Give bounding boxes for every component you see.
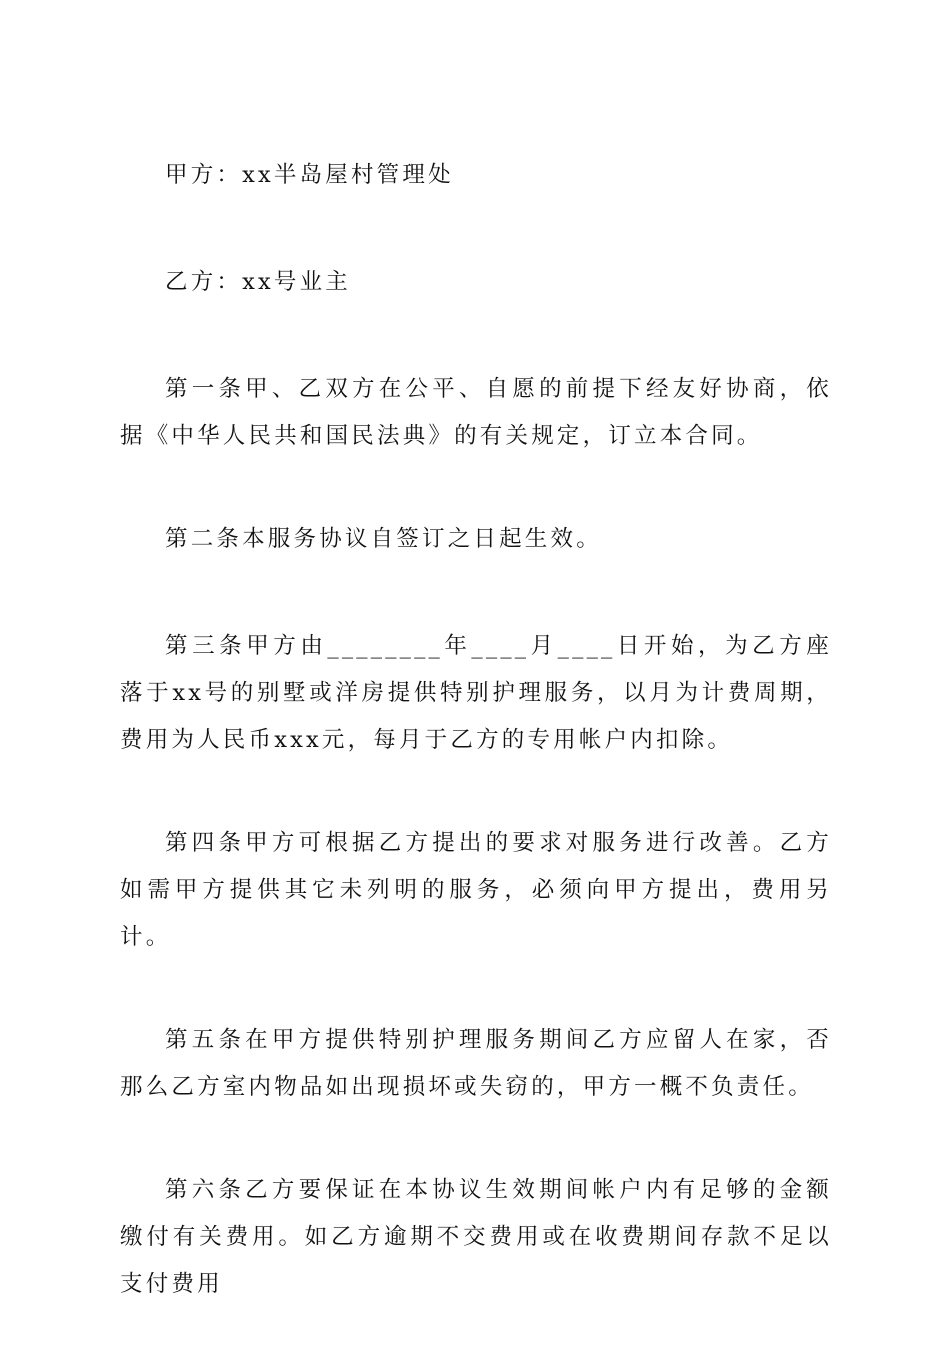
article-6: 第六条乙方要保证在本协议生效期间帐户内有足够的金额缴付有关费用。如乙方逾期不交费用或在收费期间存款不足以支付费用 [120,1177,832,1297]
article-1: 第一条甲、乙双方在公平、自愿的前提下经友好协商，依据《中华人民共和国民法典》的有关规定，订立本合同。 [120,376,832,449]
article-4: 第四条甲方可根据乙方提出的要求对服务进行改善。乙方如需甲方提供其它未列明的服务，必须向甲方提出，费用另计。 [120,830,832,950]
document-body [120,152,832,1364]
party-a-line: 甲方：xx半岛屋村管理处 [165,162,454,188]
article-2: 第二条本服务协议自签订之日起生效。 [165,526,602,552]
party-b-line: 乙方：xx号业主 [165,269,351,295]
article-3: 第三条甲方由________年____月____日开始，为乙方座落于xx号的别墅或洋房提供特别护理服务，以月为计费周期，费用为人民币xxx元，每月于乙方的专用帐户内扣除。 [120,633,832,753]
article-5: 第五条在甲方提供特别护理服务期间乙方应留人在家，否那么乙方室内物品如出现损坏或失窃的，甲方一概不负责任。 [120,1027,832,1100]
